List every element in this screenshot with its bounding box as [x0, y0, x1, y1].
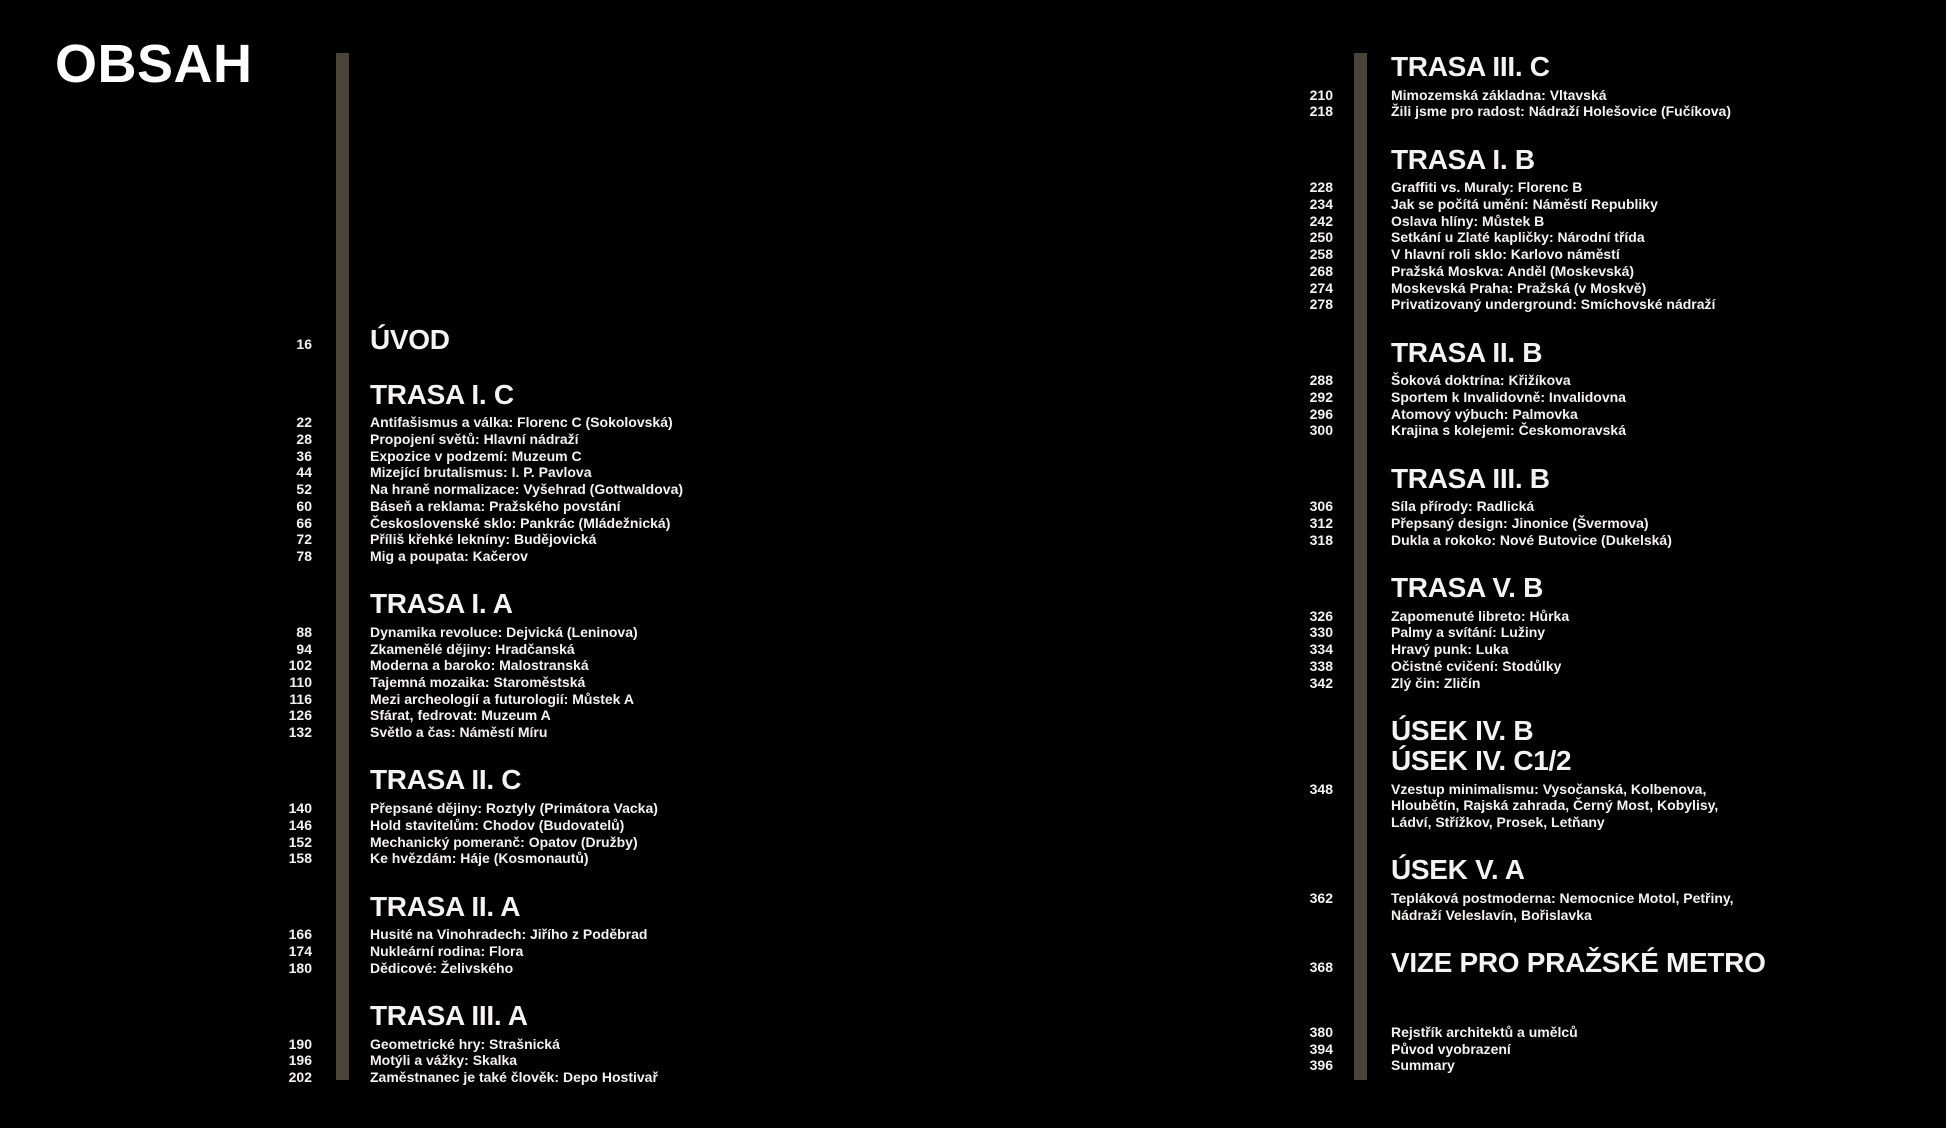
section-heading-row	[1261, 716, 1946, 776]
entry-title-line: Oslava hlíny: Můstek B	[1391, 212, 1545, 229]
entry-title	[370, 724, 547, 741]
entry-title	[1391, 781, 1718, 831]
entry-title-line: Československé sklo: Pankrác (Mládežnická)	[370, 514, 671, 531]
entry-page-number: 210	[1309, 86, 1333, 103]
toc-section	[1261, 464, 1946, 549]
entry-title-line: Rejstřík architektů a umělců	[1391, 1023, 1578, 1040]
toc-entry	[1261, 246, 1946, 263]
entry-title	[370, 1052, 517, 1069]
entry-title	[1391, 389, 1626, 406]
section-entries	[1261, 498, 1946, 548]
toc-section	[1261, 573, 1946, 691]
toc-column-left	[240, 325, 1200, 1086]
toc-entry	[1261, 196, 1946, 213]
toc-section	[1261, 338, 1946, 439]
entry-title	[370, 800, 658, 817]
toc-section	[1261, 855, 1946, 923]
section-entries	[1261, 781, 1946, 831]
entry-title-line: Dědicové: Želivského	[370, 959, 514, 976]
entry-page-number: 132	[288, 724, 312, 741]
entry-page-number: 292	[1309, 388, 1333, 405]
entry-page-number: 152	[288, 833, 312, 850]
entry-title-line: Síla přírody: Radlická	[1391, 498, 1535, 515]
section-heading-row	[1261, 948, 1946, 978]
entry-page-number: 326	[1309, 607, 1333, 624]
entry-title-line: Antifašismus a válka: Florenc C (Sokolovská)	[370, 414, 673, 431]
entry-page-number: 28	[296, 430, 312, 447]
entry-page-number: 36	[296, 447, 312, 464]
entry-title-line: Ke hvězdám: Háje (Kosmonautů)	[370, 850, 589, 867]
entry-page-number: 242	[1309, 212, 1333, 229]
entry-title-line: Světlo a čas: Náměstí Míru	[370, 724, 548, 741]
toc-entry	[240, 674, 1200, 691]
entry-title	[1391, 515, 1649, 532]
entry-title-line: Setkání u Zlaté kapličky: Národní třída	[1391, 229, 1645, 246]
toc-entry	[1261, 406, 1946, 423]
entry-page-number: 312	[1309, 515, 1333, 532]
entry-title	[370, 641, 575, 658]
section-entries	[1261, 372, 1946, 439]
toc-entry	[1261, 422, 1946, 439]
toc-entry	[240, 850, 1200, 867]
entry-page-number: 228	[1309, 179, 1333, 196]
entry-title	[1391, 608, 1569, 625]
toc-entry	[1261, 658, 1946, 675]
entry-page-number: 296	[1309, 405, 1333, 422]
entry-title-line: Expozice v podzemí: Muzeum C	[370, 447, 582, 464]
section-heading	[370, 765, 521, 795]
entry-title	[370, 943, 523, 960]
entry-title	[370, 448, 582, 465]
entry-title-line: Zaměstnanec je také člověk: Depo Hostivař	[370, 1068, 658, 1085]
section-heading	[370, 589, 513, 619]
entry-title	[1391, 532, 1672, 549]
entry-title	[370, 960, 513, 977]
toc-entry	[240, 531, 1200, 548]
section-heading-line: TRASA I. C	[370, 378, 514, 410]
entry-title	[370, 515, 670, 532]
toc-entry	[1261, 213, 1946, 230]
entry-page-number: 52	[296, 481, 312, 498]
section-heading-row	[240, 765, 1200, 795]
toc-section	[1261, 145, 1946, 313]
entry-page-number: 278	[1309, 296, 1333, 313]
toc-entry	[1261, 890, 1946, 923]
entry-title-line: Žili jsme pro radost: Nádraží Holešovice (Fučíkova)	[1391, 103, 1731, 120]
entry-page-number: 102	[288, 657, 312, 674]
entry-page-number: 300	[1309, 422, 1333, 439]
entry-page-number: 394	[1309, 1040, 1333, 1057]
entry-page-number: 110	[289, 674, 312, 690]
entry-page-number: 250	[1309, 229, 1333, 246]
entry-page-number: 88	[296, 623, 312, 640]
section-heading-line: TRASA I. A	[370, 588, 513, 620]
entry-page-number: 196	[288, 1052, 312, 1069]
entry-page-number: 158	[288, 850, 312, 867]
section-heading	[1391, 573, 1543, 603]
section-heading-line: TRASA III. C	[1391, 51, 1550, 82]
entry-title-line: Hravý punk: Luka	[1391, 641, 1509, 658]
toc-entry	[240, 1036, 1200, 1053]
toc-entry	[240, 431, 1200, 448]
entry-title-line: Sportem k Invalidovně: Invalidovna	[1391, 388, 1626, 405]
toc-entry	[1261, 87, 1946, 104]
entry-title	[1391, 406, 1578, 423]
toc-section	[1261, 948, 1946, 978]
toc-entry	[240, 1052, 1200, 1069]
entry-title-line: Tajemná mozaika: Staroměstská	[370, 674, 586, 690]
entry-title	[370, 817, 624, 834]
toc-entry	[1261, 498, 1946, 515]
toc-entry	[1261, 1057, 1946, 1074]
toc-entry	[240, 724, 1200, 741]
entry-title-line: Sfárat, fedrovat: Muzeum A	[370, 707, 551, 724]
entry-title	[1391, 641, 1508, 658]
toc-entry	[1261, 229, 1946, 246]
section-heading-line: TRASA III. B	[1391, 462, 1550, 494]
section-entries	[240, 800, 1200, 867]
section-heading-line: TRASA II. A	[370, 890, 521, 922]
section-heading-line: TRASA V. B	[1391, 572, 1544, 604]
entry-title	[370, 548, 528, 565]
toc-entry	[1261, 781, 1946, 831]
section-heading-row	[240, 1001, 1200, 1031]
entry-title	[1391, 246, 1620, 263]
entry-title-line: Privatizovaný underground: Smíchovské nádraží	[1391, 296, 1716, 313]
entry-title-line: Summary	[1391, 1057, 1455, 1074]
entry-page-number: 218	[1309, 103, 1333, 120]
section-heading-row	[1261, 855, 1946, 885]
entry-title	[1391, 87, 1607, 104]
entry-title-line: Hold stavitelům: Chodov (Budovatelů)	[370, 816, 625, 833]
section-entries	[240, 1036, 1200, 1086]
toc-entry	[1261, 624, 1946, 641]
entry-title-line: Atomový výbuch: Palmovka	[1391, 405, 1578, 422]
entry-page-number: 126	[288, 707, 312, 724]
entry-page-number: 318	[1309, 531, 1333, 548]
entry-title-line: Geometrické hry: Strašnická	[370, 1035, 560, 1052]
entry-page-number: 66	[296, 514, 312, 531]
section-entries	[240, 926, 1200, 976]
toc-entry	[240, 960, 1200, 977]
entry-title-line: Báseň a reklama: Pražského povstání	[370, 497, 621, 514]
toc-column-right	[1261, 52, 1946, 1074]
section-heading-line: ÚVOD	[370, 324, 450, 355]
toc-entry	[240, 448, 1200, 465]
entry-title	[1391, 263, 1634, 280]
entry-title-line: Mig a poupata: Kačerov	[370, 547, 528, 564]
entry-title	[1391, 422, 1626, 439]
section-entries	[1261, 890, 1946, 923]
entry-title-line: Mizející brutalismus: I. P. Pavlova	[370, 464, 592, 481]
entry-title-line: Přepsané dějiny: Roztyly (Primátora Vacka)	[370, 800, 658, 817]
entry-title-line: V hlavní roli sklo: Karlovo náměstí	[1391, 246, 1620, 263]
entry-title-line: Nádraží Veleslavín, Bořislavka	[1391, 906, 1592, 923]
entry-page-number: 146	[288, 816, 312, 833]
entry-title	[370, 624, 638, 641]
entry-title	[370, 926, 647, 943]
toc-entry	[240, 691, 1200, 708]
toc-entry	[240, 926, 1200, 943]
entry-page-number: 78	[296, 547, 312, 564]
entry-title	[370, 850, 589, 867]
section-page-number: 368	[1309, 958, 1333, 975]
entry-title-line: Jak se počítá umění: Náměstí Republiky	[1391, 196, 1658, 213]
section-heading-row	[1261, 573, 1946, 603]
entry-title	[1391, 890, 1734, 923]
toc-entry	[1261, 1041, 1946, 1058]
section-heading-row	[240, 325, 1200, 355]
section-entries	[240, 624, 1200, 741]
entry-title	[370, 498, 621, 515]
entry-title-line: Zlý čin: Zličín	[1391, 674, 1481, 691]
section-heading	[1391, 464, 1550, 494]
toc-entry	[1261, 103, 1946, 120]
section-heading-line: ÚSEK IV. B	[1391, 714, 1534, 746]
entry-title	[370, 674, 585, 691]
entry-page-number: 202	[288, 1068, 312, 1085]
entry-title-line: Očistné cvičení: Stodůlky	[1391, 657, 1562, 674]
toc-entry	[1261, 296, 1946, 313]
entry-page-number: 116	[289, 690, 312, 707]
entry-title-line: Vzestup minimalismu: Vysočanská, Kolbenova,	[1391, 780, 1707, 797]
entry-title	[1391, 675, 1480, 692]
entry-title-line: Propojení světů: Hlavní nádraží	[370, 430, 579, 447]
entry-title	[1391, 229, 1645, 246]
entry-title-line: Pražská Moskva: Anděl (Moskevská)	[1391, 262, 1635, 279]
entry-title	[370, 464, 592, 481]
toc-entry	[240, 800, 1200, 817]
toc-entry	[240, 624, 1200, 641]
section-heading	[370, 1001, 528, 1031]
entry-title	[1391, 280, 1646, 297]
entry-title-line: Motýli a vážky: Skalka	[370, 1052, 518, 1069]
toc-entry	[1261, 263, 1946, 280]
entry-title-line: Palmy a svítání: Lužiny	[1391, 624, 1546, 641]
entry-page-number: 288	[1309, 372, 1333, 389]
toc-section	[1261, 52, 1946, 120]
entry-title	[370, 691, 634, 708]
entry-title	[370, 431, 579, 448]
entry-title-line: Graffiti vs. Muraly: Florenc B	[1391, 179, 1583, 196]
entry-title	[370, 707, 551, 724]
entry-title-line: Dynamika revoluce: Dejvická (Leninova)	[370, 623, 638, 640]
toc-entry	[240, 641, 1200, 658]
toc-entry	[240, 498, 1200, 515]
toc-entry	[1261, 372, 1946, 389]
entry-title-line: Mechanický pomeranč: Opatov (Družby)	[370, 833, 638, 850]
toc-entry	[240, 657, 1200, 674]
toc-entry	[240, 817, 1200, 834]
section-heading-line: ÚSEK IV. C1/2	[1391, 744, 1572, 776]
entry-title-line: Šoková doktrína: Křižíkova	[1391, 372, 1571, 389]
entry-title	[370, 834, 638, 851]
entry-title-line: Ládví, Střížkov, Prosek, Letňany	[1391, 813, 1605, 830]
entry-page-number: 342	[1309, 674, 1333, 691]
entry-page-number: 234	[1309, 196, 1333, 213]
section-heading	[1391, 52, 1550, 82]
section-heading-row	[240, 380, 1200, 410]
entry-title-line: Hloubětín, Rajská zahrada, Černý Most, Kobylisy,	[1391, 797, 1719, 814]
toc-section	[240, 1001, 1200, 1086]
section-heading-row	[240, 892, 1200, 922]
entry-page-number: 22	[296, 414, 312, 431]
entry-title	[1391, 196, 1658, 213]
entry-page-number: 306	[1309, 498, 1333, 515]
entry-title	[1391, 179, 1582, 196]
entry-page-number: 180	[288, 959, 312, 976]
section-heading-row	[1261, 145, 1946, 175]
section-heading-line: TRASA III. A	[370, 999, 528, 1031]
entry-title	[370, 481, 683, 498]
toc-entry	[1261, 675, 1946, 692]
toc-entry	[1261, 1024, 1946, 1041]
section-heading	[1391, 145, 1535, 175]
entry-title-line: Moderna a baroko: Malostranská	[370, 657, 589, 674]
section-heading-line: TRASA I. B	[1391, 143, 1535, 175]
toc-entry	[1261, 515, 1946, 532]
entry-title-line: Přepsaný design: Jinonice (Švermova)	[1391, 515, 1649, 532]
entry-page-number: 258	[1309, 246, 1333, 263]
section-heading-line: VIZE PRO PRAŽSKÉ METRO	[1391, 946, 1766, 978]
section-heading-row	[1261, 52, 1946, 82]
entry-title-line: Příliš křehké lekníny: Budějovická	[370, 531, 597, 548]
entry-title-line: Na hraně normalizace: Vyšehrad (Gottwaldova)	[370, 481, 684, 498]
entry-page-number: 396	[1309, 1057, 1333, 1074]
entry-title-line: Krajina s kolejemi: Českomoravská	[1391, 422, 1627, 439]
entry-title	[370, 1036, 560, 1053]
toc-section	[1261, 1024, 1946, 1074]
entry-page-number: 166	[288, 926, 312, 943]
toc-entry	[240, 1069, 1200, 1086]
entry-title	[1391, 1057, 1455, 1074]
entry-title-line: Mimozemská základna: Vltavská	[1391, 86, 1607, 103]
entry-title	[1391, 1024, 1578, 1041]
entry-title	[1391, 498, 1534, 515]
entry-title	[370, 531, 596, 548]
section-heading-row	[1261, 338, 1946, 368]
entry-title-line: Mezi archeologií a futurologií: Můstek A	[370, 690, 634, 707]
section-heading-line: TRASA II. B	[1391, 336, 1543, 368]
entry-page-number: 268	[1309, 262, 1333, 279]
entry-title-line: Zkamenělé dějiny: Hradčanská	[370, 640, 575, 657]
toc-entry	[240, 481, 1200, 498]
entry-title-line: Nukleární rodina: Flora	[370, 942, 524, 959]
entry-title-line: Zapomenuté libreto: Hůrka	[1391, 607, 1570, 624]
section-heading	[1391, 855, 1525, 885]
entry-title	[1391, 213, 1544, 230]
section-heading-row	[240, 589, 1200, 619]
section-heading-row	[1261, 464, 1946, 494]
section-heading	[1391, 338, 1542, 368]
toc-entry	[1261, 532, 1946, 549]
toc-section	[240, 380, 1200, 565]
toc-section	[240, 765, 1200, 866]
entry-title	[370, 1069, 658, 1086]
entry-title	[1391, 624, 1545, 641]
toc-entry	[240, 548, 1200, 565]
entry-page-number: 60	[296, 497, 312, 514]
section-heading	[370, 325, 450, 355]
entry-page-number: 94	[296, 640, 312, 657]
entry-title-line: Tepláková postmoderna: Nemocnice Motol, Petřiny,	[1391, 889, 1734, 906]
toc-entry	[240, 464, 1200, 481]
toc-entry	[240, 515, 1200, 532]
toc-entry	[1261, 389, 1946, 406]
entry-page-number: 338	[1309, 657, 1333, 674]
section-heading-line: TRASA II. C	[370, 764, 522, 796]
entry-title-line: Původ vyobrazení	[1391, 1040, 1511, 1057]
entry-page-number: 72	[296, 531, 312, 548]
toc-section	[240, 325, 1200, 355]
toc-section	[240, 892, 1200, 977]
entry-title-line: Husité na Vinohradech: Jiřího z Poděbrad	[370, 926, 648, 943]
toc-entry	[240, 943, 1200, 960]
entry-page-number: 140	[288, 800, 312, 817]
entry-page-number: 44	[296, 464, 312, 481]
section-heading	[370, 380, 514, 410]
section-entries	[240, 414, 1200, 564]
entry-title-line: Moskevská Praha: Pražská (v Moskvě)	[1391, 279, 1647, 296]
toc-entry	[240, 707, 1200, 724]
entry-page-number: 362	[1309, 889, 1333, 906]
entry-page-number: 380	[1309, 1023, 1333, 1040]
entry-page-number: 274	[1309, 279, 1333, 296]
section-heading	[1391, 948, 1766, 978]
section-page-number: 16	[296, 336, 312, 352]
entry-title	[1391, 1041, 1511, 1058]
section-heading	[370, 892, 520, 922]
section-entries	[1261, 179, 1946, 313]
toc-entry	[1261, 280, 1946, 297]
toc-entry	[240, 414, 1200, 431]
section-entries	[1261, 87, 1946, 120]
entry-page-number: 190	[288, 1035, 312, 1052]
entry-title	[1391, 372, 1571, 389]
entry-title	[1391, 658, 1561, 675]
entry-title	[370, 414, 673, 431]
entry-title	[1391, 103, 1731, 120]
entry-page-number: 348	[1309, 780, 1333, 797]
entry-title	[1391, 296, 1715, 313]
section-entries	[1261, 1024, 1946, 1074]
toc-entry	[1261, 608, 1946, 625]
section-heading-line: ÚSEK V. A	[1391, 854, 1525, 886]
toc-entry	[240, 834, 1200, 851]
toc-section	[1261, 716, 1946, 831]
section-heading	[1391, 716, 1571, 776]
toc-entry	[1261, 179, 1946, 196]
toc-entry	[1261, 641, 1946, 658]
entry-title-line: Dukla a rokoko: Nové Butovice (Dukelská)	[1391, 531, 1672, 548]
section-entries	[1261, 608, 1946, 692]
toc-section	[240, 589, 1200, 741]
entry-page-number: 334	[1309, 641, 1333, 658]
entry-page-number: 174	[288, 942, 312, 959]
entry-title	[370, 657, 589, 674]
entry-page-number: 330	[1309, 624, 1333, 641]
page-title: OBSAH	[55, 34, 253, 94]
